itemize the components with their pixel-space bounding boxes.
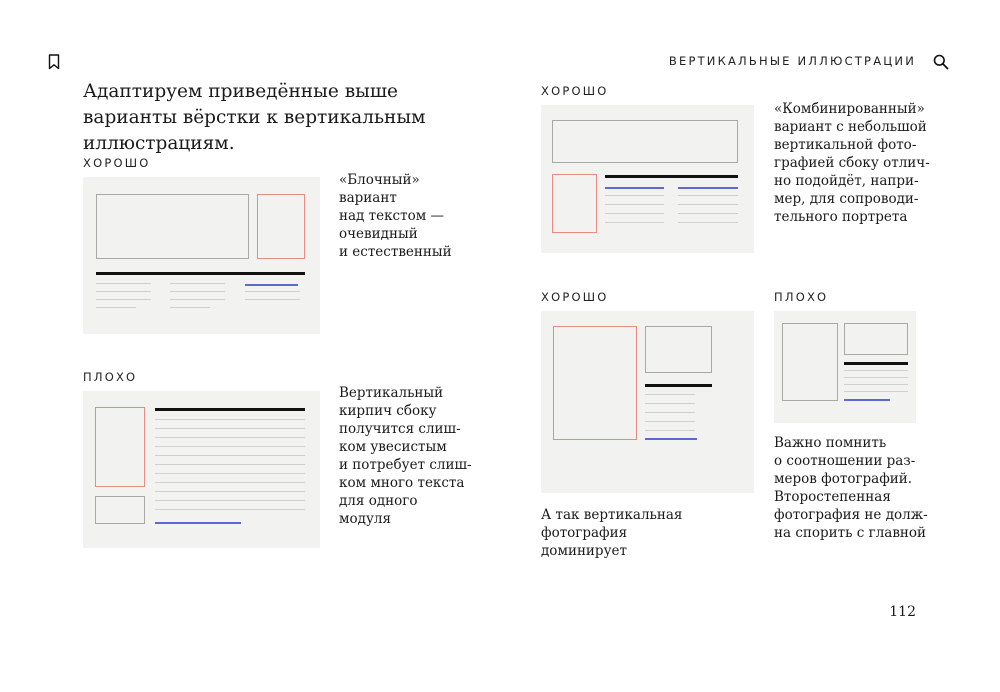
text-line (645, 412, 695, 413)
page-number: 112 (889, 604, 916, 620)
text-line (645, 430, 695, 431)
link-line (678, 187, 738, 189)
text-line (605, 195, 664, 196)
second-photo-frame (844, 323, 908, 355)
example-caption-2: Вертикальный кирпич сбоку получится слиш- ком увесистым и потребует слиш- ком много текста для одного модуля (339, 385, 472, 527)
example-label-bad-1: ПЛОХО (83, 370, 138, 384)
text-line (605, 222, 664, 223)
text-line (605, 204, 664, 205)
text-line (678, 222, 738, 223)
link-line (245, 284, 298, 286)
text-line (844, 391, 908, 392)
vertical-photo-frame (553, 326, 637, 440)
text-line (170, 299, 225, 300)
text-line (96, 283, 151, 284)
headline-bar (844, 362, 908, 365)
headline-bar (605, 175, 738, 178)
text-line (155, 446, 305, 447)
page-heading: Адаптируем приведённые выше варианты вёрстки к вертикальным иллюстрациям. (83, 81, 426, 154)
text-line (645, 403, 695, 404)
text-line (96, 307, 136, 308)
example-caption-3: «Комбинированный» вариант с небольшой вертикальной фото- графией сбоку отлич- но подойдёт, напри- мер, для сопроводи- тельного портрета (774, 101, 930, 225)
text-line (155, 455, 305, 456)
text-line (155, 464, 305, 465)
headline-bar (645, 384, 712, 387)
example-label-good-2: ХОРОШО (541, 84, 609, 98)
text-line (155, 500, 305, 501)
link-line (605, 187, 664, 189)
example-label-bad-2: ПЛОХО (774, 290, 829, 304)
section-title: ВЕРТИКАЛЬНЫЕ ИЛЛЮСТРАЦИИ (668, 54, 916, 68)
text-line (844, 370, 908, 371)
vertical-photo-frame (552, 174, 597, 233)
text-line (170, 283, 225, 284)
example-caption-1: «Блочный» вариант над текстом — очевидный и естественный (339, 172, 452, 260)
layout-thumbnail-combined (541, 105, 754, 253)
text-line (96, 299, 151, 300)
text-line (678, 195, 738, 196)
layout-thumbnail-brick (83, 391, 320, 548)
headline-bar (96, 272, 305, 275)
text-line (645, 421, 695, 422)
example-caption-4: А так вертикальная фотография доминирует (541, 507, 683, 559)
search-icon[interactable] (933, 54, 949, 70)
text-line (155, 437, 305, 438)
link-line (155, 522, 241, 524)
bookmark-icon[interactable] (48, 54, 60, 70)
example-caption-5: Важно помнить о соотношении раз- меров фотографий. Второстепенная фотография не долж- на спорить с главной (774, 435, 928, 541)
small-photo-frame (95, 496, 145, 524)
link-line (645, 438, 697, 440)
layout-thumbnail-block (83, 177, 320, 334)
main-photo-frame (552, 120, 738, 163)
text-line (96, 291, 151, 292)
text-line (155, 419, 305, 420)
text-line (155, 491, 305, 492)
vertical-photo-frame (257, 194, 305, 259)
text-line (155, 509, 305, 510)
example-label-good-3: ХОРОШО (541, 290, 609, 304)
text-line (245, 291, 300, 292)
text-line (155, 473, 305, 474)
main-photo-frame (96, 194, 249, 259)
text-line (155, 482, 305, 483)
vertical-photo-frame (95, 407, 145, 487)
headline-bar (155, 408, 305, 411)
text-line (605, 213, 664, 214)
text-line (678, 204, 738, 205)
example-label-good-1: ХОРОШО (83, 156, 151, 170)
link-line (844, 399, 890, 401)
layout-thumbnail-ratio (774, 311, 916, 423)
text-line (844, 384, 908, 385)
layout-thumbnail-dominant (541, 311, 754, 493)
text-line (245, 299, 300, 300)
text-line (170, 307, 210, 308)
small-photo-frame (645, 326, 712, 373)
first-photo-frame (782, 323, 838, 401)
text-line (678, 213, 738, 214)
text-line (155, 428, 305, 429)
text-line (170, 291, 225, 292)
text-line (645, 394, 695, 395)
text-line (844, 377, 908, 378)
